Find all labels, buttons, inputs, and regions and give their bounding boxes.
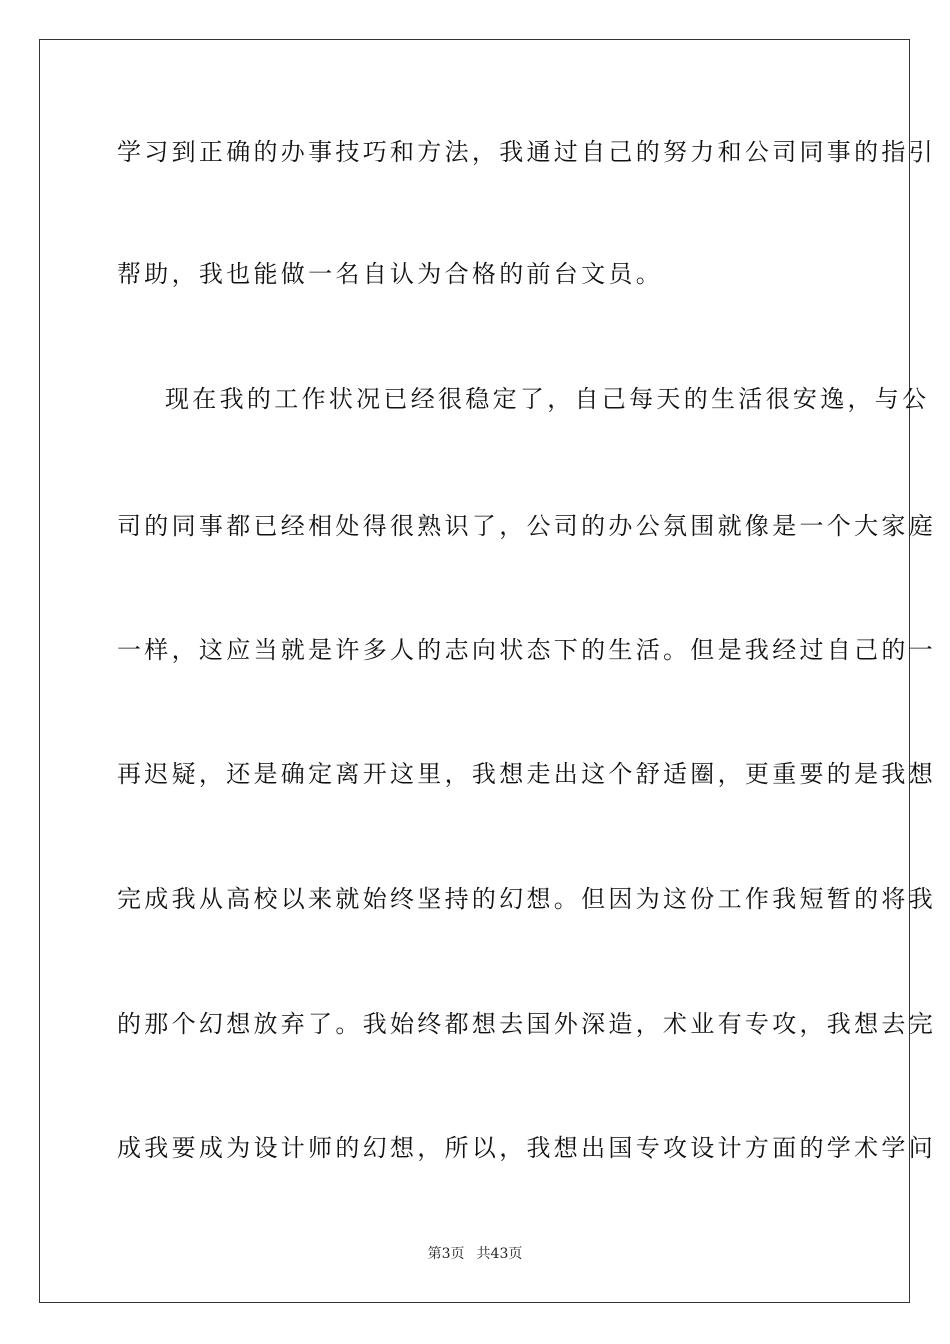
page-total: 共43页 bbox=[476, 1246, 523, 1262]
paragraph-line: 再迟疑，还是确定离开这里，我想走出这个舒适圈，更重要的是我想 bbox=[117, 760, 936, 788]
page-number: 第3页 bbox=[427, 1246, 465, 1262]
page-footer bbox=[0, 1245, 950, 1263]
paragraph-line: 完成我从高校以来就始终坚持的幻想。但因为这份工作我短暂的将我 bbox=[117, 885, 936, 913]
paragraph-line: 成我要成为设计师的幻想，所以，我想出国专攻设计方面的学术学问 bbox=[117, 1134, 936, 1162]
paragraph-line: 现在我的工作状况已经很稳定了，自己每天的生活很安逸，与公 bbox=[165, 385, 930, 413]
paragraph-line: 的那个幻想放弃了。我始终都想去国外深造，术业有专攻，我想去完 bbox=[117, 1010, 936, 1038]
paragraph-line: 学习到正确的办事技巧和方法，我通过自己的努力和公司同事的指引 bbox=[117, 138, 936, 166]
paragraph-line: 司的同事都已经相处得很熟识了，公司的办公氛围就像是一个大家庭 bbox=[117, 512, 936, 540]
paragraph-line: 帮助，我也能做一名自认为合格的前台文员。 bbox=[117, 260, 663, 288]
paragraph-line: 一样，这应当就是许多人的志向状态下的生活。但是我经过自己的一 bbox=[117, 636, 936, 664]
page-border bbox=[39, 39, 936, 1303]
